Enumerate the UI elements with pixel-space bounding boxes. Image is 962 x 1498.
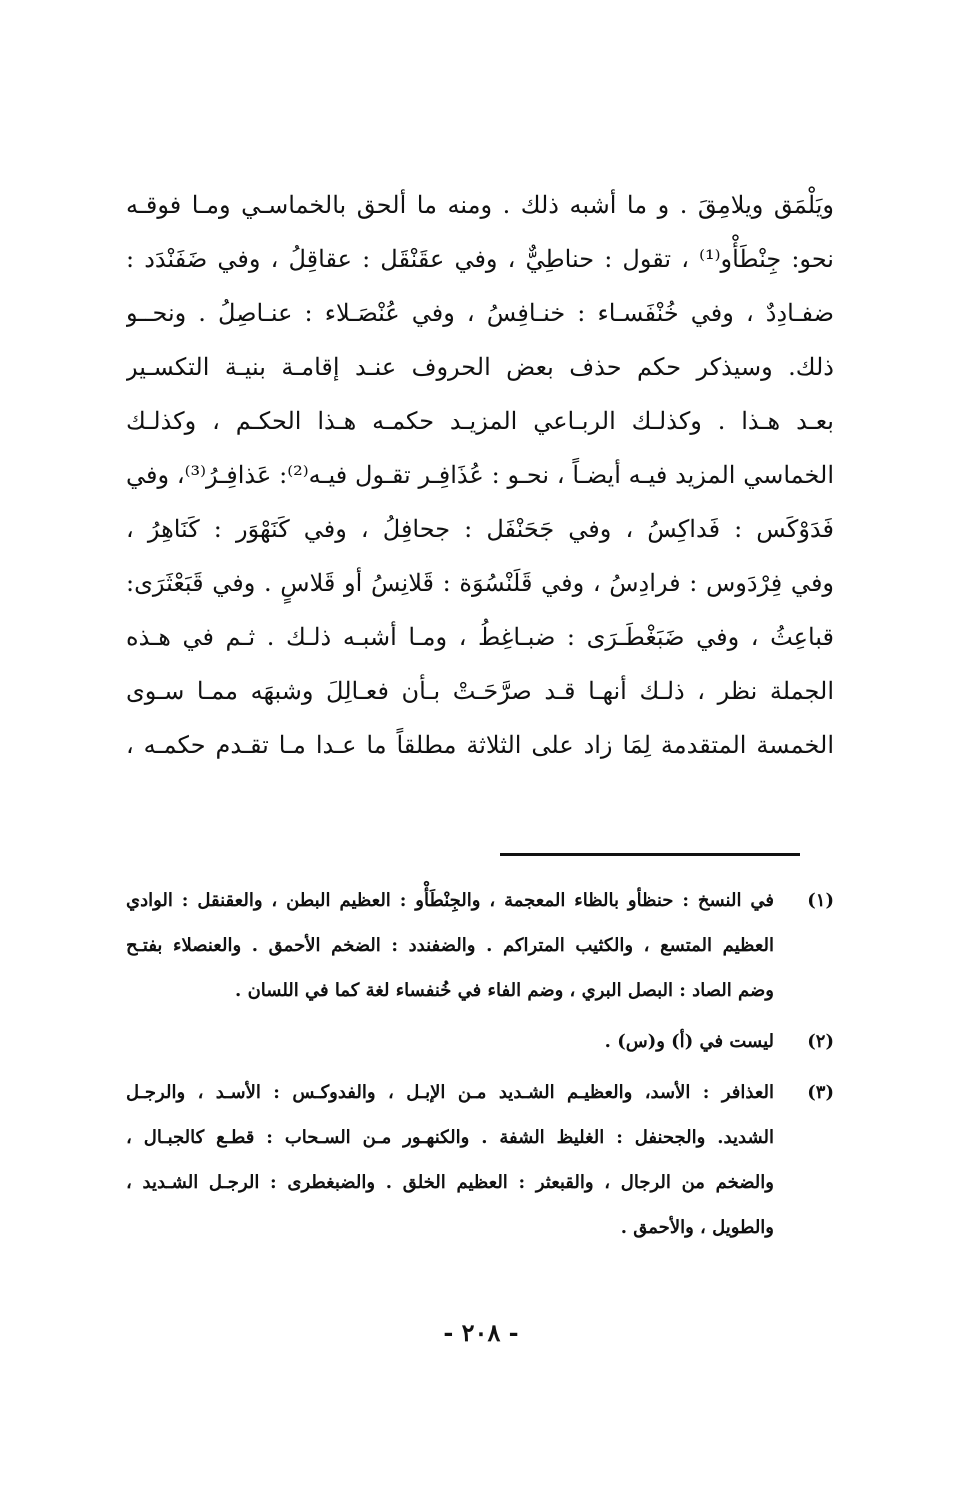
footnote-line: والطويل ، والأحمق . xyxy=(620,1217,774,1238)
footnote-separator xyxy=(500,853,800,856)
footnote-3 xyxy=(126,1070,834,1250)
footnote-line: ليست في (أ) و(س) . xyxy=(604,1031,774,1052)
footnote-line: العذافر : الأسد، والعظيـم الشـديد مـن الإبـل ، والفدوكـس : الأسـد ، والرجـل xyxy=(126,1082,774,1103)
text-line: ضفـادِدٌ ، وفي خُنْفَسـاء : خنـافِسُ ، وفي عُنْصَـلاء : عنـاصِلُ . ونحــو xyxy=(126,299,834,327)
text-line: ويَلْمَق ويلامِقَ . و ما أشبه ذلك . ومنه ما ألحق بالخماسـي ومـا فوقـه xyxy=(126,191,834,219)
text-line: الجملة نظر ، ذلـك أنهـا قـد صرَّحَـتْ بـأن فعـالِلَ وشبهَه ممـا سـوى xyxy=(126,677,834,705)
footnote-number: (٣) xyxy=(807,1082,834,1103)
footnote-line: العظيم المتسع ، والكثيب المتراكم . والضفندد : الضخم الأحمق . والعنصلاء بفتـح xyxy=(126,935,774,956)
footnote-line: في النسخ : حنظأو بالظاء المعجمة ، والجِنْطَأْو : العظيم البطن ، والعقنقل : الوادي xyxy=(126,890,774,911)
text-line: الخمسة المتقدمة لِمَا زاد على الثلاثة مطلقاً ما عـدا مـا تقـدم حكمـه ، xyxy=(126,731,834,759)
footnote-line: والضخم من الرجال ، والقبعثر : العظيم الخلق . والضبغطرى : الرجـل الشـديد ، xyxy=(126,1172,774,1193)
footnotes-section xyxy=(126,878,834,1256)
footnote-line: الشديد. والجحنفل : الغليظ الشفة . والكنهـور مـن السـحاب : قطـع كالجبـال ، xyxy=(126,1127,774,1148)
footnote-line: وضم الصاد : البصل البري ، وضم الفاء في خُنفساء لغة كما في اللسان . xyxy=(235,980,774,1001)
text-line: ذلك. وسيذكر حكم حذف بعض الحروف عنـد إقامـة بنيـة التكسـير xyxy=(126,353,834,381)
text-line: قباعِثُ ، وفي ضَبَغْطَـرَى : ضبـاغِطُ ، ومـا أشبـه ذلـك . ثـم في هـذه xyxy=(126,623,834,651)
text-line: نحو: جِنْطَأْو⁽¹⁾ ، تقول : حناطِيٌّ ، وفي عقَنْقَل : عقاقِلُ ، وفي ضَفَنْدَد : xyxy=(126,245,834,273)
text-line: بعـد هـذا . وكذلـك الربـاعي المزيـد حكمـه هـذا الحكـم ، وكذلـك xyxy=(126,407,834,435)
text-line: وفي فِرْدَوس : فرادِسُ ، وفي قَلَنْسُوَة : قَلانِسُ أو قَلاسٍ . وفي قَبَعْثَرَى: xyxy=(126,569,834,597)
footnote-number: (١) xyxy=(807,890,834,911)
text-line: فَدَوْكَس : فَداكِسُ ، وفي جَحَنْفَل : جحافِلُ ، وفي كَنَهْوَر : كَنَاهِرُ ، xyxy=(126,515,834,543)
footnote-1 xyxy=(126,878,834,1013)
text-line: الخماسي المزيد فيـه أيضـاً ، نحـو : عُذَافِـر تقـول فيـه⁽²⁾: عَذافِـرُ⁽³⁾، وفي xyxy=(126,461,834,489)
footnote-number: (٢) xyxy=(807,1031,834,1052)
main-text-block xyxy=(126,178,834,772)
footnote-2 xyxy=(126,1019,834,1064)
page-number: - ٢٠٨ - xyxy=(443,1318,519,1347)
